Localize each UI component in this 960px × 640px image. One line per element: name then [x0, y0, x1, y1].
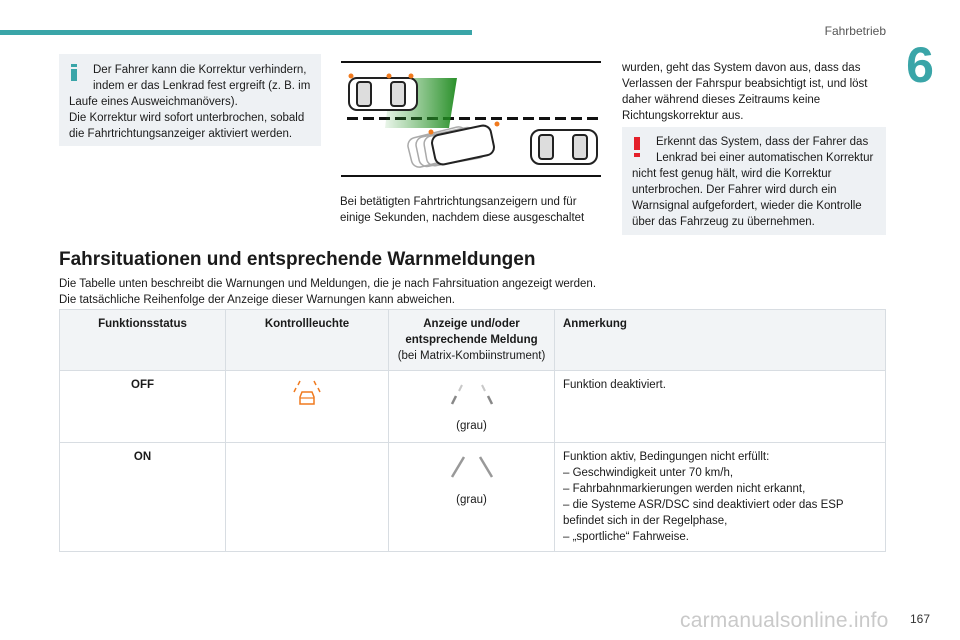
table-row [60, 443, 886, 552]
warning-icon [634, 137, 640, 157]
status-on: ON [60, 443, 226, 552]
header-remark: Anmerkung [555, 310, 886, 371]
header-display [389, 310, 555, 371]
lamp-cell [226, 371, 389, 443]
lane-lines-grey-dashed-icon [442, 383, 502, 409]
right-column-text: wurden, geht das System davon aus, dass das Verlassen der Fahrspur beabsichtigt ist, und löst daher während dieses Zeitraums keine Richtungskorrektur aus. [622, 62, 868, 122]
lamp-cell-empty [226, 443, 389, 552]
lane-departure-warning-lamp-icon [292, 379, 322, 407]
status-off: OFF [60, 371, 226, 443]
table-row [60, 371, 886, 443]
remark-on [555, 443, 886, 552]
warning-note-rest: nicht fest genug hält, wird die Korrektur unterbrochen. Der Fahrer wird durch ein Warnsignal aufgefordert, wieder die Kontrolle über das Fahrzeug zu übernehmen. [632, 168, 862, 228]
section-intro-line-2: Die tatsächliche Reihenfolge der Anzeige dieser Warnungen kann abweichen. [59, 294, 455, 306]
illustration-caption: Bei betätigten Fahrtrichtungsanzeigern und für einige Sekunden, nachdem diese ausgeschaltet [340, 196, 585, 224]
warning-table [59, 309, 886, 552]
remark-item: – „sportliche“ Fahrweise. [563, 531, 689, 543]
section-intro [59, 276, 819, 308]
header-status: Funktionsstatus [60, 310, 226, 371]
warning-note-line-1: Erkennt das System, dass der Fahrer das [656, 136, 869, 148]
section-intro-line-1: Die Tabelle unten beschreibt die Warnungen und Meldungen, die je nach Fahrsituation angezeigt werden. [59, 278, 597, 290]
remark-item: – Geschwindigkeit unter 70 km/h, [563, 467, 734, 479]
info-note-paragraph-2: Die Korrektur wird sofort unterbrochen, sobald die Fahrtrichtungsanzeiger aktiviert werden. [69, 112, 305, 140]
header-display-sub: (bei Matrix-Kombiinstrument) [397, 350, 546, 362]
info-note-line-2: indem er das Lenkrad fest ergreift (z. B. im [93, 80, 311, 92]
page-number: 167 [909, 612, 930, 626]
info-icon [71, 64, 77, 78]
remark-off: Funktion deaktiviert. [555, 371, 886, 443]
header-display-line-2: entsprechende Meldung [405, 334, 538, 346]
lane-keep-illustration [339, 60, 603, 182]
header-title: Fahrbetrieb [824, 24, 886, 38]
remark-item: – die Systeme ASR/DSC sind deaktiviert oder das ESP befindet sich in der Regelphase, [563, 499, 844, 527]
warning-note [622, 127, 886, 235]
info-note [59, 54, 321, 146]
chapter-number: 6 [906, 37, 934, 93]
remark-on-intro: Funktion aktiv, Bedingungen nicht erfüllt: [563, 451, 770, 463]
section-title: Fahrsituationen und entsprechende Warnmeldungen [59, 249, 536, 270]
car-top-left [349, 78, 417, 110]
remark-item: – Fahrbahnmarkierungen werden nicht erkannt, [563, 483, 806, 495]
watermark: carmanualsonline.info [680, 609, 889, 632]
table-header-row [60, 310, 886, 371]
display-note: (grau) [456, 494, 487, 506]
display-cell [389, 443, 555, 552]
header-display-line-1: Anzeige und/oder [423, 318, 520, 330]
car-right [531, 130, 597, 164]
display-cell [389, 371, 555, 443]
warning-note-line-2: Lenkrad bei einer automatischen Korrektur [656, 152, 874, 164]
header-lamp: Kontrollleuchte [226, 310, 389, 371]
lane-lines-grey-solid-icon [442, 455, 502, 483]
info-note-line-1: Der Fahrer kann die Korrektur verhindern, [93, 64, 307, 76]
car-middle [431, 124, 496, 166]
lane-marking-dashes [347, 117, 598, 120]
display-note: (grau) [456, 420, 487, 432]
info-note-line-3: Laufe eines Ausweichmanövers). [69, 96, 238, 108]
header-accent-bar [0, 30, 472, 35]
